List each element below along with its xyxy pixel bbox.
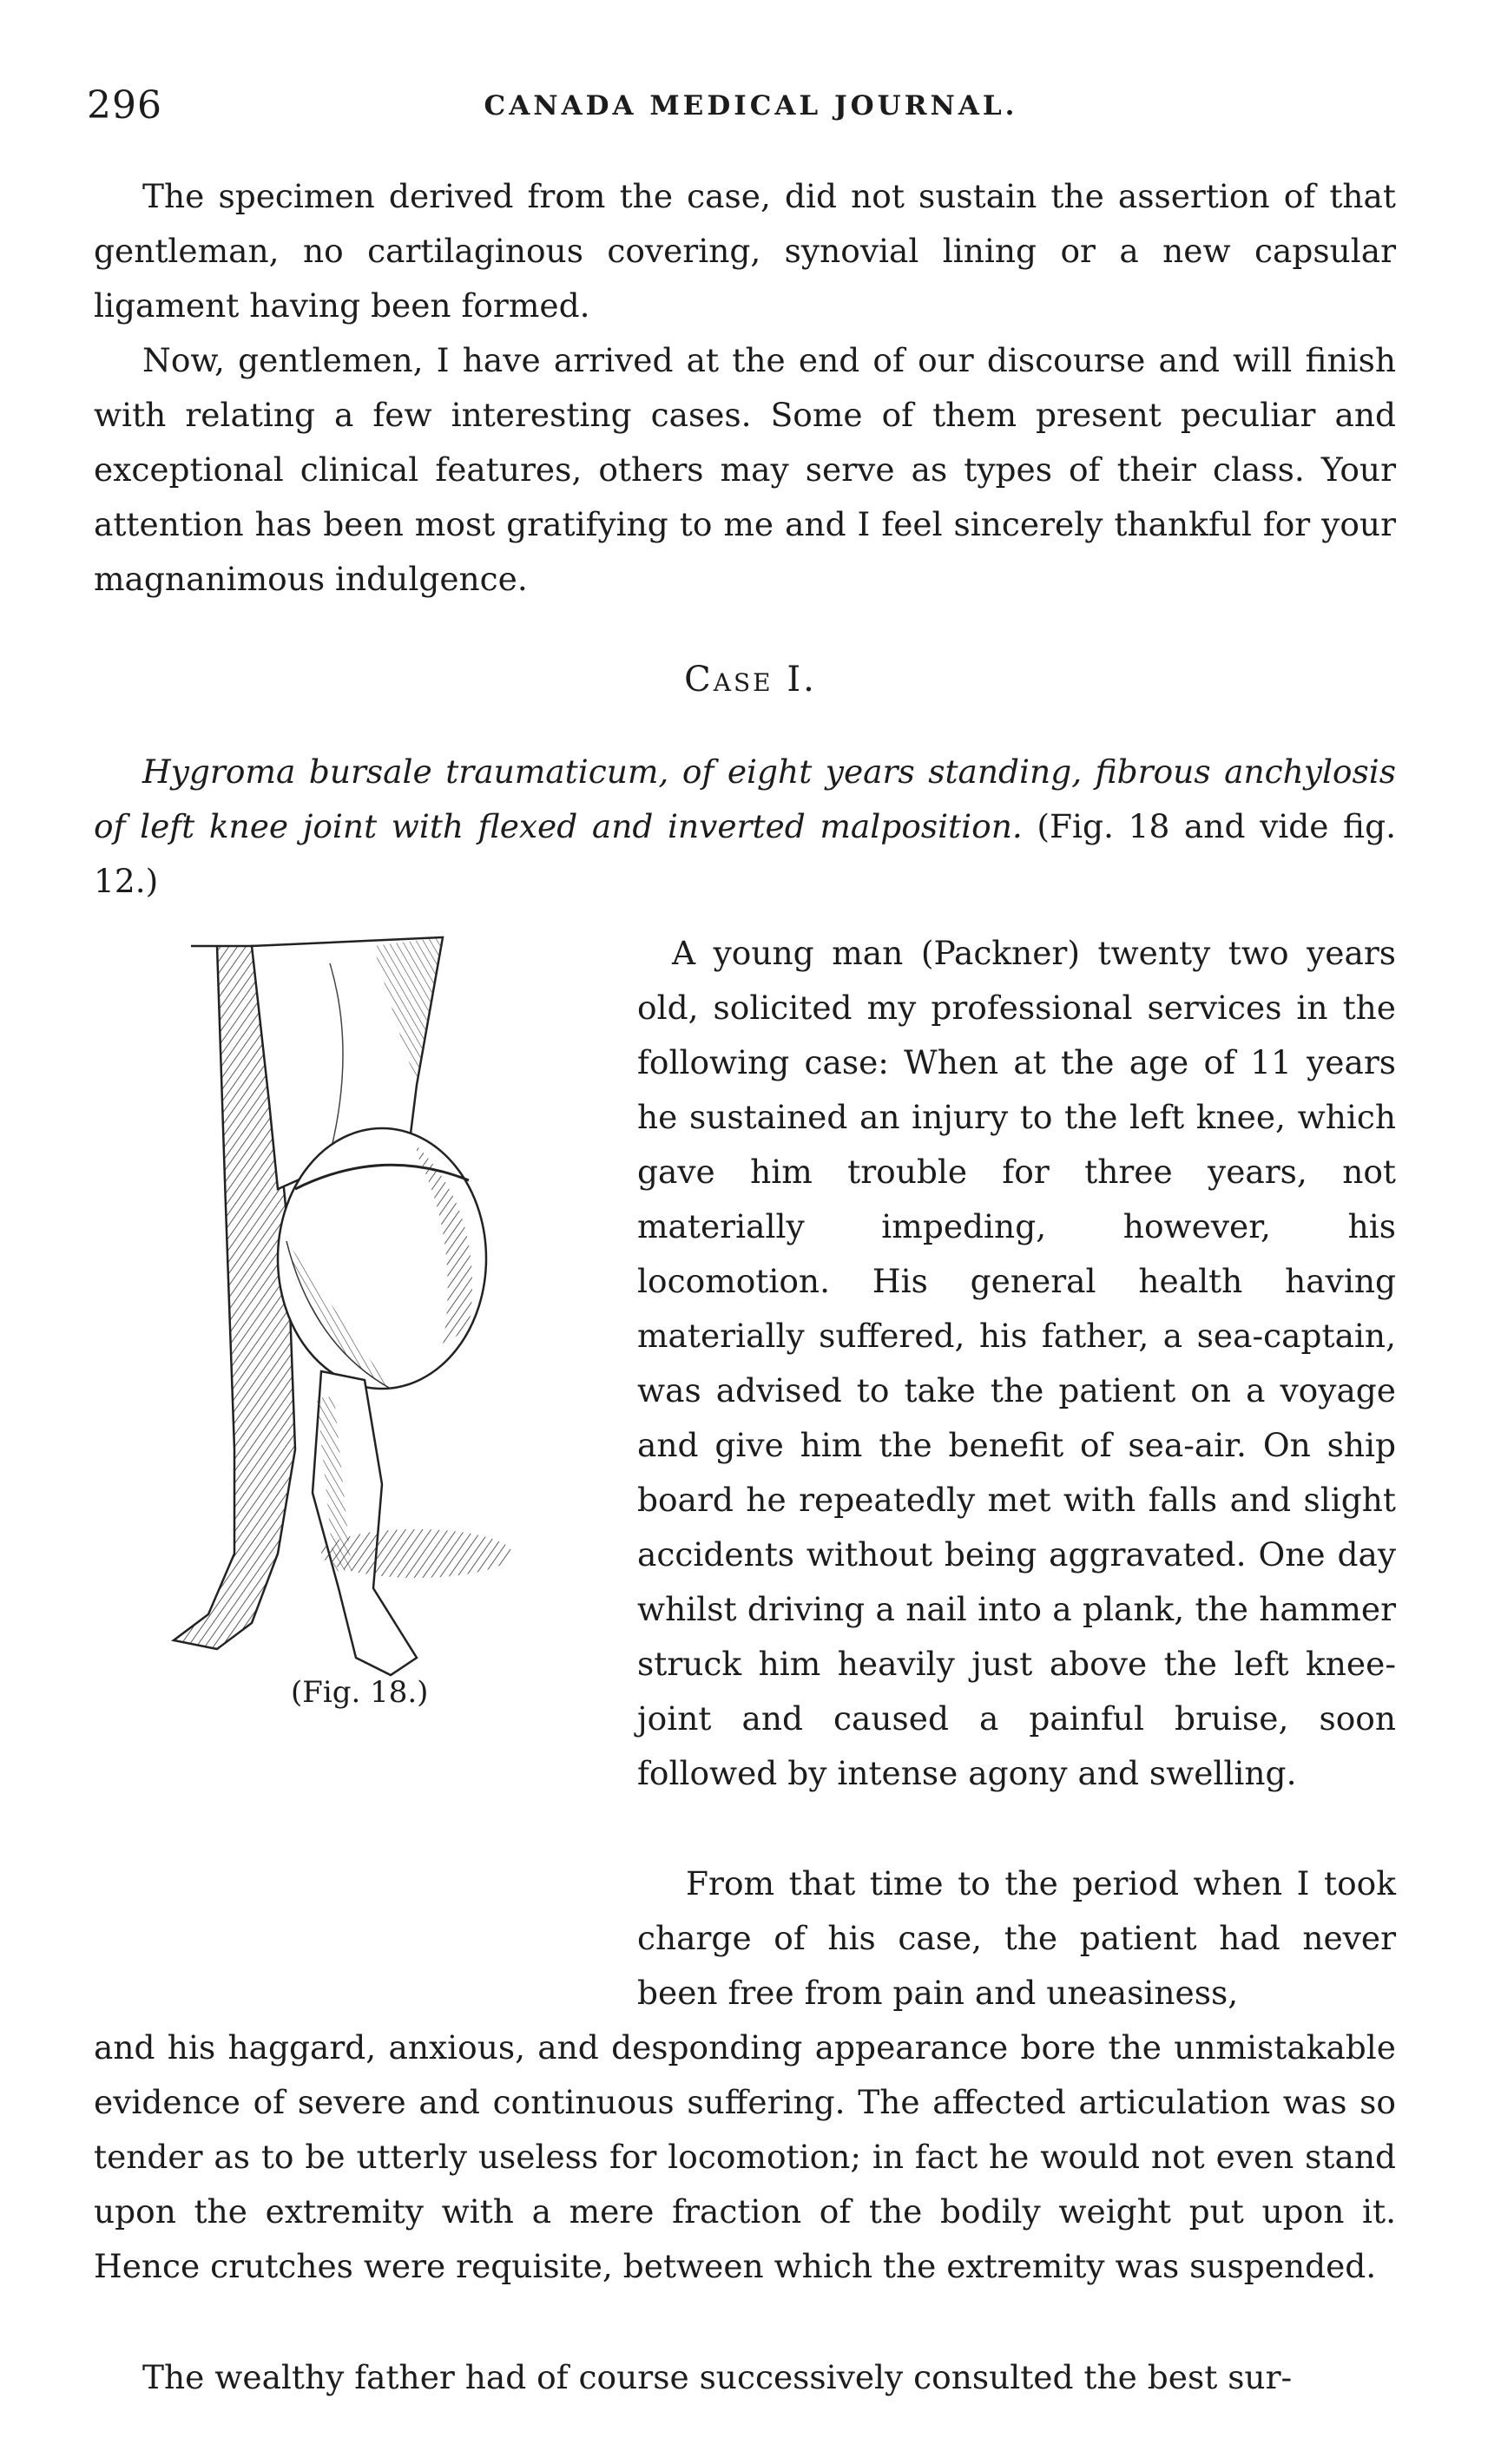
case-heading: Case I.: [684, 660, 817, 700]
running-head: [87, 83, 1415, 135]
intro-paragraph-2: Now, gentlemen, I have arrived at the end of our discourse and will finish with relating a few interesting cases. Some of them present peculiar and exceptional clinical features, others may serve as types of their class. Your attention has been most gratifying to me and I feel sincerely thankful for your magnanimous indulgence.: [94, 341, 1396, 598]
case-subtitle-tail: (Fig. 18 and vide fig. 12.): [94, 807, 1396, 900]
journal-title: CANADA MEDICAL JOURNAL.: [484, 90, 1018, 122]
page-number: 296: [87, 83, 162, 128]
case-paragraph-1: A young man (Packner) twenty two years old, solicited my professional services in the following case: When at the age of 11 years he sustained an injury to the left knee, which gave him trouble for three years, not materially impeding, however, his locomotion. His general health having materially suffered, his father, a sea-captain, was advised to take the patient on a voyage and give him the benefit of sea-air. On ship board he repeatedly met with falls and slight accidents without being aggravated. One day whilst driving a nail into a plank, the hammer struck him heavily just above the left knee-joint and caused a painful bruise, soon followed by intense agony and swelling.: [637, 934, 1396, 1792]
case-subtitle-italic: Hygroma bursale traumaticum, of eight years standing, fibrous anchylosis of left knee joint with flexed and inverted malposition.: [94, 752, 1396, 845]
case-paragraph-2-continued: and his haggard, anxious, and desponding appearance bore the unmistakable evidence of severe and continuous suffering. The affected articulation was so tender as to be utterly useless for locomotion; in fact he would not even stand upon the extremity with a mere fraction of the bodily weight put upon it. Hence crutches were requisite, between which the extremity was suspended.: [94, 2028, 1396, 2285]
case-paragraph-3: The wealthy father had of course successively consulted the best sur-: [142, 2358, 1293, 2396]
case-paragraph-2: From that time to the period when I took charge of his case, the patient had never been free from pain and uneasiness,: [637, 1864, 1396, 2012]
case-subtitle: [94, 745, 1396, 909]
intro-paragraph-1: The specimen derived from the case, did not sustain the assertion of that gentleman, no cartilaginous covering, synovial lining or a new capsular ligament having been formed.: [94, 177, 1396, 325]
figure-18-leg-illustration: [156, 929, 599, 1684]
figure-caption: (Fig. 18.): [291, 1675, 429, 1710]
